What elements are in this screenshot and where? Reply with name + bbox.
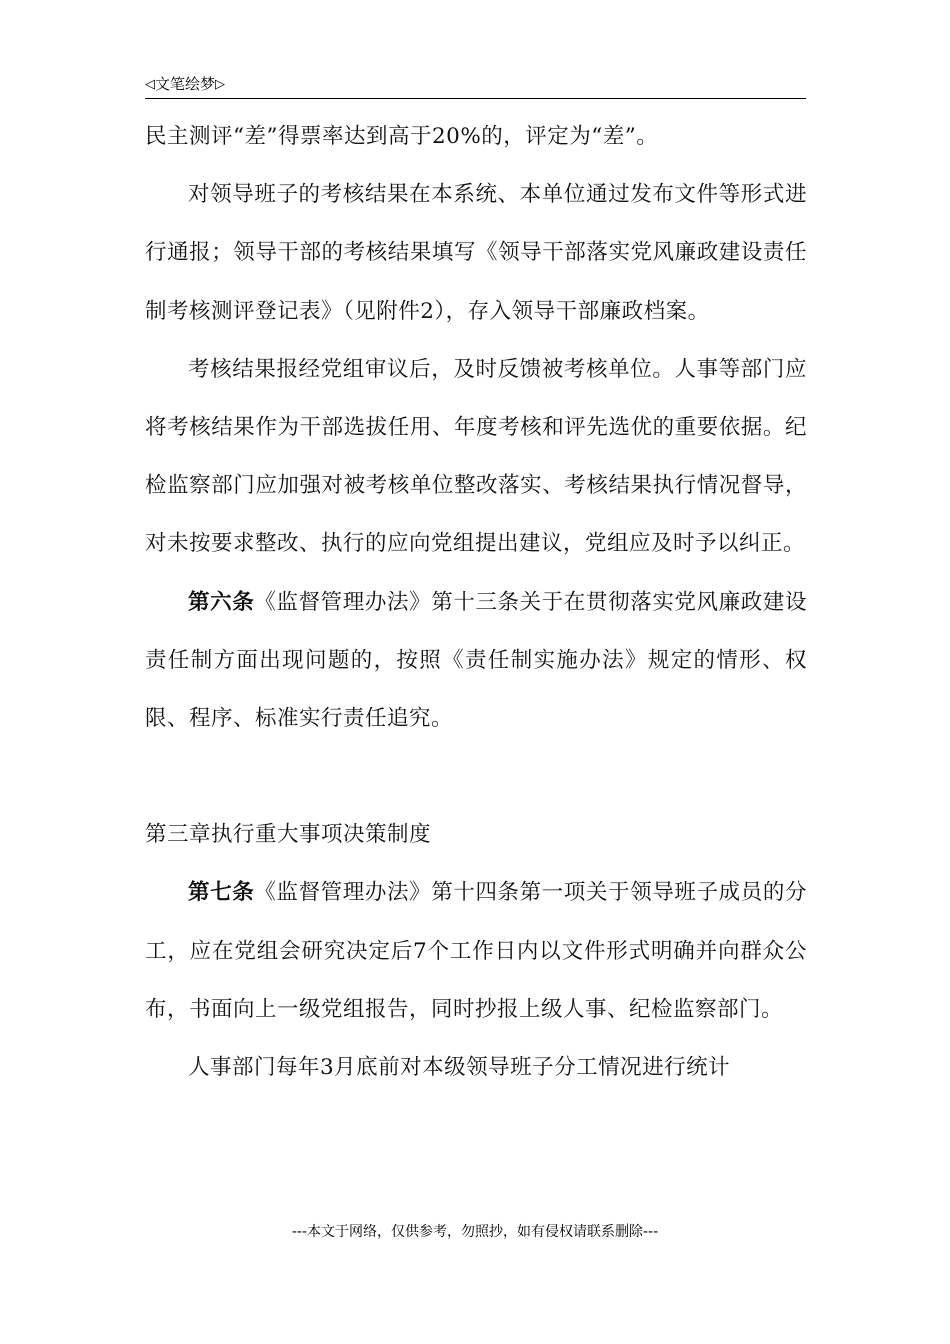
left-triangle-icon: ◁	[145, 77, 155, 92]
document-body	[145, 108, 807, 1097]
header-title: 文笔绘梦	[155, 75, 216, 93]
article-6	[145, 574, 807, 749]
article-7-label: 第七条	[188, 880, 255, 906]
paragraph-2: 对领导班子的考核结果在本系统、本单位通过发布文件等形式进行通报；领导干部的考核结果填写《领导干部落实党风廉政建设责任制考核测评登记表》（见附件2），存入领导干部廉政档案。	[145, 182, 807, 324]
paragraph-last: 人事部门每年3月底前对本级领导班子分工情况进行统计	[188, 1055, 731, 1081]
header-brand	[145, 74, 225, 95]
chapter-title: 第三章执行重大事项决策制度	[145, 822, 432, 848]
page-header	[145, 74, 806, 99]
right-triangle-icon: ▷	[215, 77, 226, 92]
article-7	[145, 864, 807, 1039]
article-6-label: 第六条	[188, 589, 255, 615]
paragraph-3: 考核结果报经党组审议后，及时反馈被考核单位。人事等部门应将考核结果作为干部选拔任用、年度考核和评先选优的重要依据。纪检监察部门应加强对被考核单位整改落实、考核结果执行情况督导，对未按要求整改、执行的应向党组提出建议，党组应及时予以纠正。	[145, 356, 807, 557]
article-7-text: 《监督管理办法》第十四条第一项关于领导班子成员的分工，应在党组会研究决定后7个工作日内以文件形式明确并向群众公布，书面向上一级党组报告，同时抄报上级人事、纪检监察部门。	[145, 880, 807, 1022]
footer-notice: ---本文于网络，仅供参考，勿照抄，如有侵权请联系删除---	[291, 1224, 659, 1240]
paragraph-1: 民主测评“差”得票率达到高于20%的，评定为“差”。	[145, 124, 659, 149]
article-6-text: 《监督管理办法》第十三条关于在贯彻落实党风廉政建设责任制方面出现问题的，按照《责任制实施办法》规定的情形、权限、程序、标准实行责任追究。	[145, 589, 807, 732]
